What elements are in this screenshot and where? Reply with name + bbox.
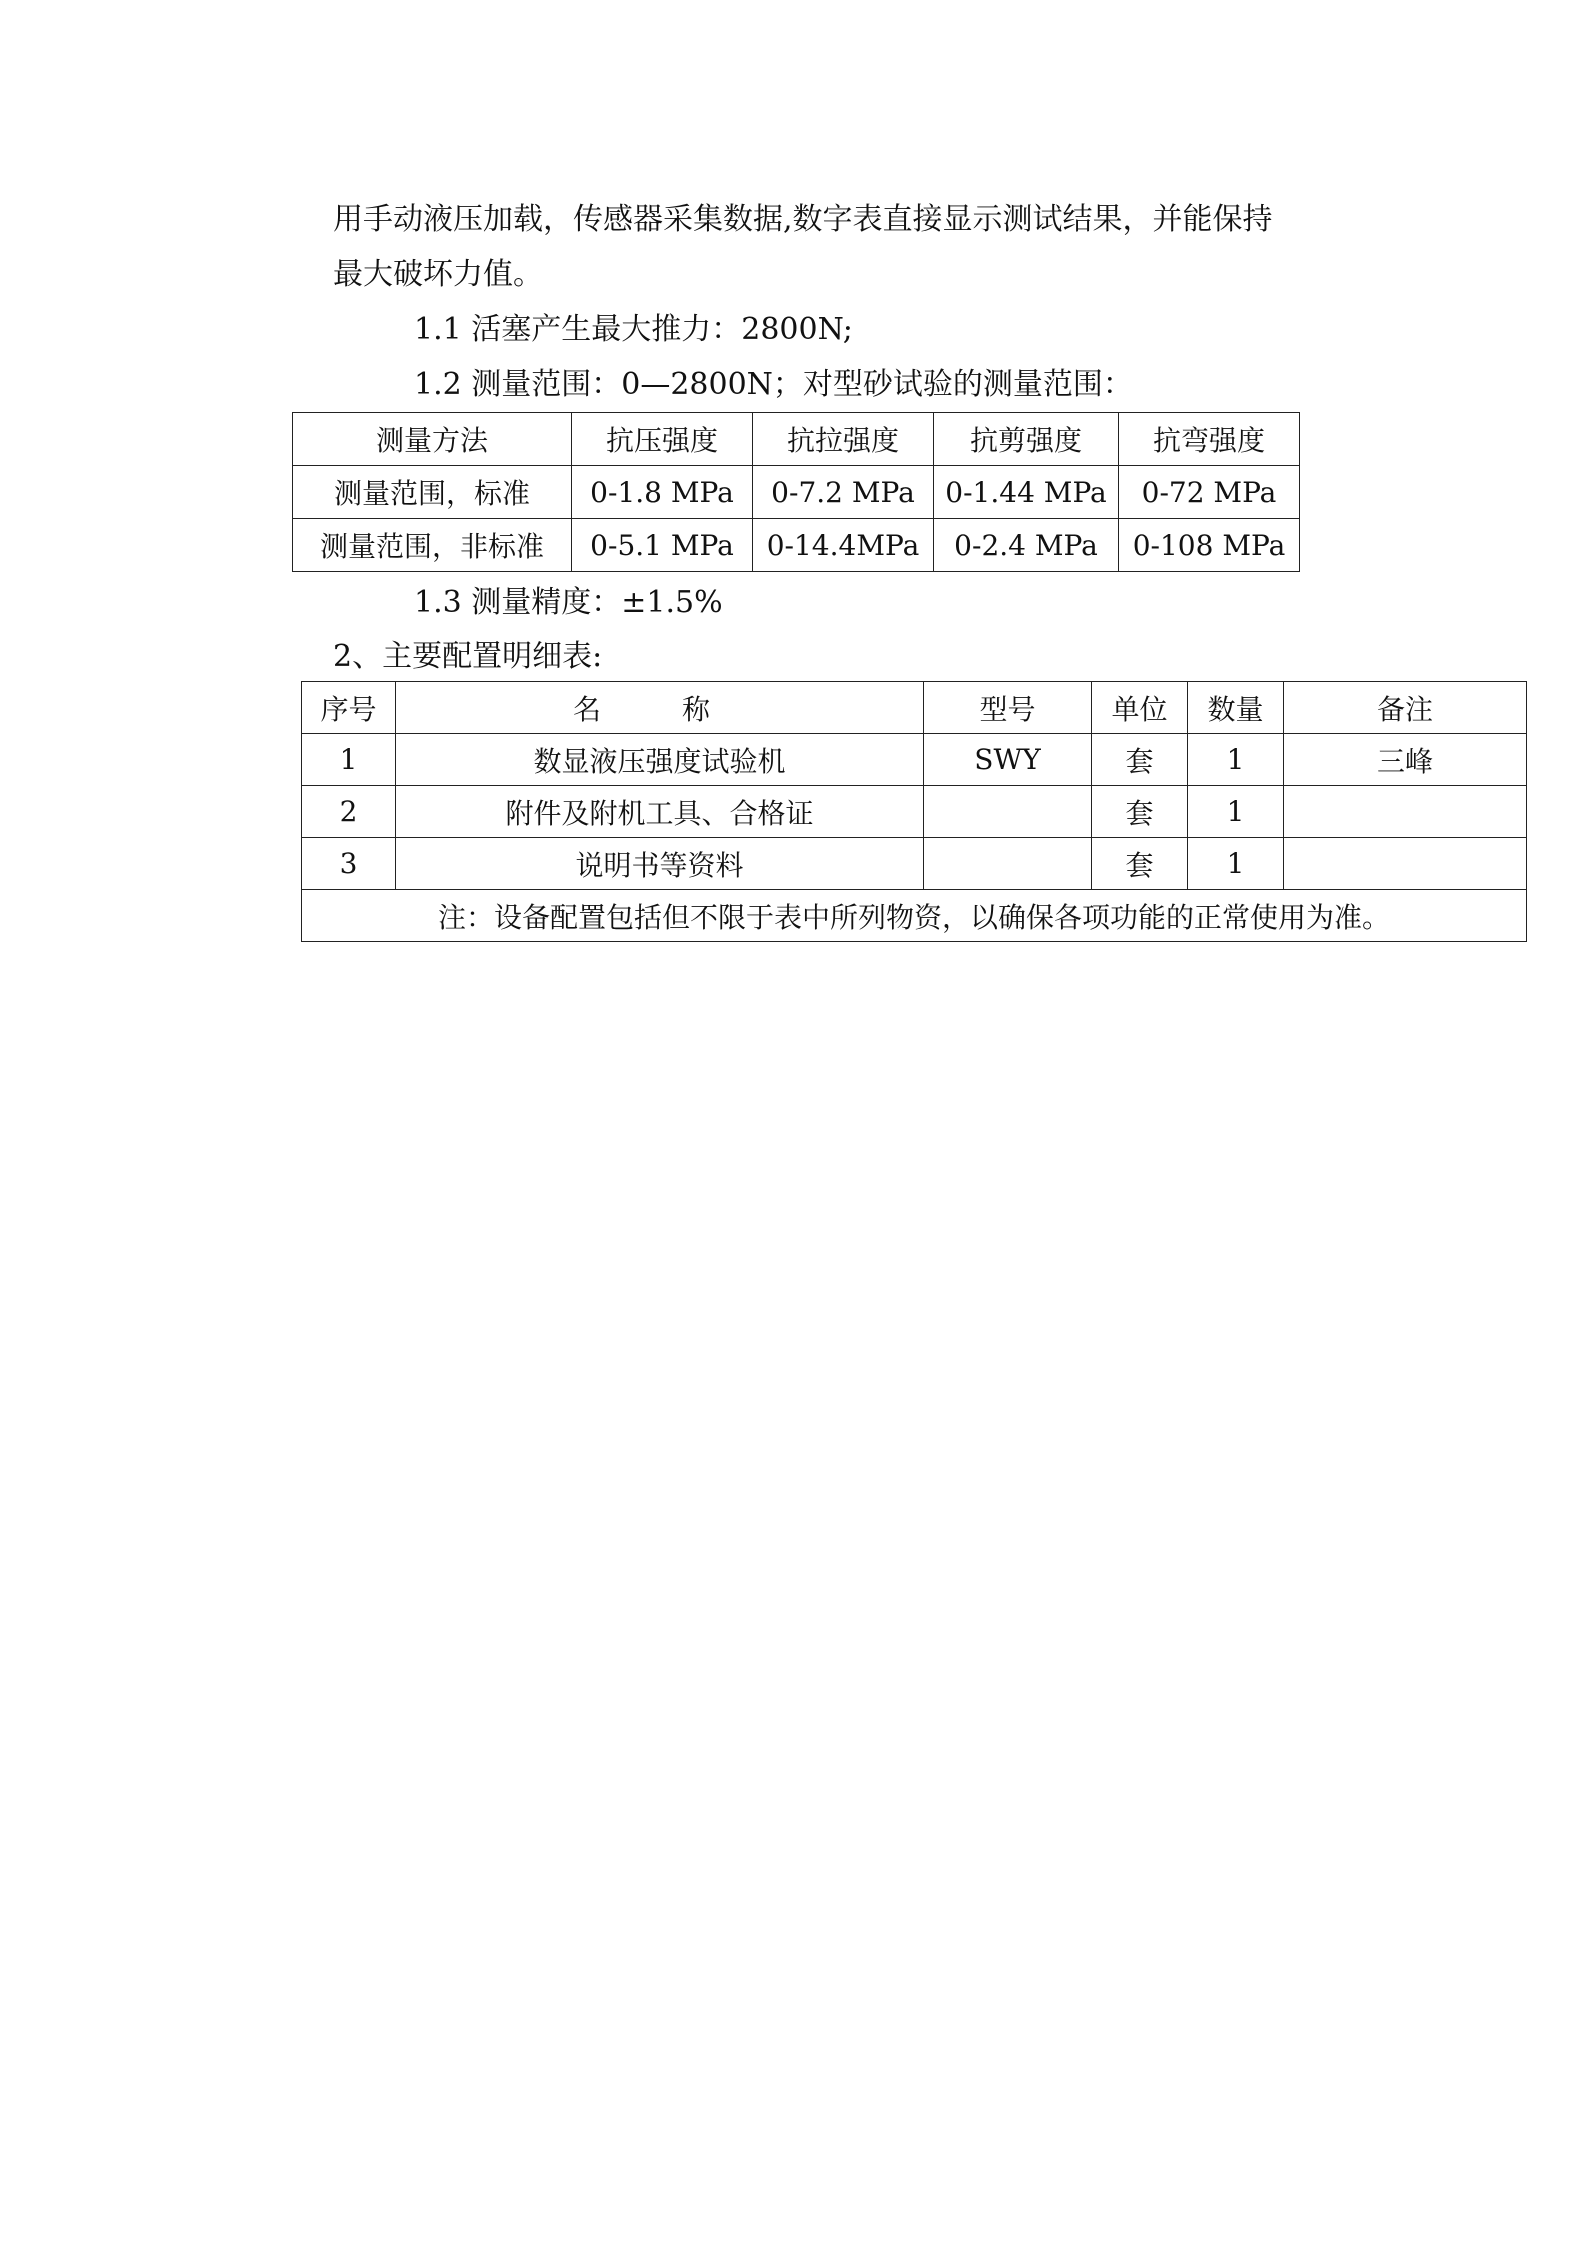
table-cell: 2: [302, 786, 396, 838]
header-cell: 测量方法: [293, 413, 572, 466]
table-cell: 0-5.1 MPa: [572, 519, 753, 572]
table-cell: 0-1.44 MPa: [934, 466, 1119, 519]
table-cell: 说明书等资料: [396, 838, 924, 890]
table-row: [293, 519, 1300, 572]
header-cell: 序号: [302, 682, 396, 734]
table-cell: [924, 786, 1092, 838]
table-note: 注：设备配置包括但不限于表中所列物资，以确保各项功能的正常使用为准。: [302, 890, 1527, 942]
table-cell: 1: [302, 734, 396, 786]
table-note-row: [302, 890, 1527, 942]
table-cell: 1: [1188, 734, 1284, 786]
table-cell: [924, 838, 1092, 890]
table-cell: 0-72 MPa: [1119, 466, 1300, 519]
table-cell: [1284, 838, 1527, 890]
table-row: [302, 786, 1527, 838]
configuration-table: [301, 681, 1527, 942]
table-cell: 0-2.4 MPa: [934, 519, 1119, 572]
table-cell: 三峰: [1284, 734, 1527, 786]
header-cell: 单位: [1092, 682, 1188, 734]
table-cell: 套: [1092, 734, 1188, 786]
item-1-3: 1.3 测量精度：±1.5%: [414, 585, 723, 620]
table-header-row: [293, 413, 1300, 466]
item-1-2: 1.2 测量范围：0—2800N；对型砂试验的测量范围：: [414, 367, 1133, 402]
header-cell: 名 称: [396, 682, 924, 734]
table-cell: 3: [302, 838, 396, 890]
header-cell: 抗剪强度: [934, 413, 1119, 466]
header-cell: 型号: [924, 682, 1092, 734]
table-cell: [1284, 786, 1527, 838]
table-cell: 套: [1092, 786, 1188, 838]
table-cell: 0-7.2 MPa: [753, 466, 934, 519]
header-cell: 抗压强度: [572, 413, 753, 466]
table-cell: 测量范围，标准: [293, 466, 572, 519]
table-cell: 0-108 MPa: [1119, 519, 1300, 572]
table-row: [293, 466, 1300, 519]
intro-line-1: 用手动液压加载，传感器采集数据,数字表直接显示测试结果，并能保持: [333, 202, 1273, 237]
table-row: [302, 734, 1527, 786]
table-cell: 1: [1188, 838, 1284, 890]
measurement-range-table: [292, 412, 1300, 572]
table-cell: 测量范围，非标准: [293, 519, 572, 572]
table-cell: 0-1.8 MPa: [572, 466, 753, 519]
table-cell: 套: [1092, 838, 1188, 890]
header-cell: 抗拉强度: [753, 413, 934, 466]
intro-line-2: 最大破坏力值。: [333, 257, 543, 292]
header-cell: 抗弯强度: [1119, 413, 1300, 466]
table-row: [302, 838, 1527, 890]
item-1-1: 1.1 活塞产生最大推力：2800N;: [414, 312, 853, 347]
section-2-title: 2、主要配置明细表:: [333, 639, 603, 674]
table-cell: 附件及附机工具、合格证: [396, 786, 924, 838]
table-header-row: [302, 682, 1527, 734]
table-cell: SWY: [924, 734, 1092, 786]
header-cell: 备注: [1284, 682, 1527, 734]
table-cell: 0-14.4MPa: [753, 519, 934, 572]
header-cell: 数量: [1188, 682, 1284, 734]
table-cell: 1: [1188, 786, 1284, 838]
table-cell: 数显液压强度试验机: [396, 734, 924, 786]
